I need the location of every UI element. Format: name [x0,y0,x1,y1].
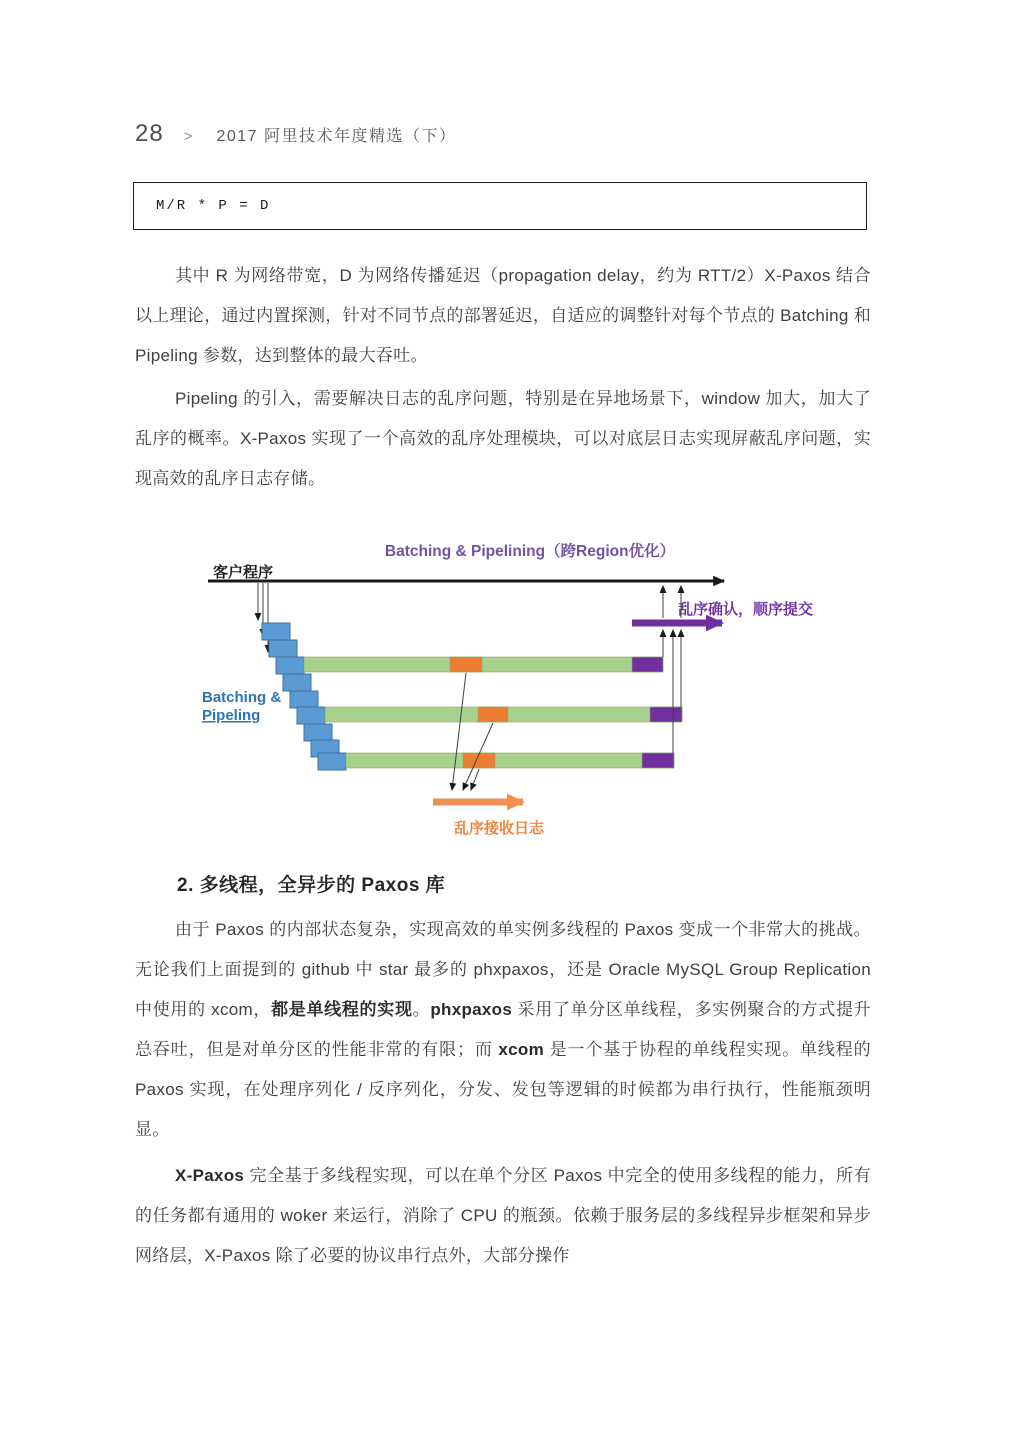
paragraph-1: 其中 R 为网络带宽，D 为网络传播延迟（propagation delay，约为 RTT/2）X-Paxos 结合以上理论，通过内置探测，针对不同节点的部署延迟，自适应的调整针对每个节点的 Batching 和 Pipeling 参数，达到整体的最大吞吐。 [135,266,872,365]
client-request-arrows [258,583,268,652]
pipeline-bar-2 [325,707,682,722]
receive-log-label: 乱序接收日志 [453,820,545,837]
figure-canvas [130,536,900,848]
batching-pipeling-label-line2: Pipeling [202,707,261,724]
header-separator: > [183,128,193,145]
formula-text: M/R * P = D [156,198,271,214]
batching-pipeling-label-line1: Batching & [202,689,282,706]
ack-commit-label: 乱序确认，顺序提交 [678,601,814,618]
formula-box [133,182,867,230]
pipeline-bar-3 [346,753,674,768]
paragraph-4: X-Paxos 完全基于多线程实现，可以在单个分区 Paxos 中完全的使用多线程的能力，所有的任务都有通用的 woker 来运行，消除了 CPU 的瓶颈。依赖于服务层的多线程异步框架和异步网络层，X-Paxos 除了必要的协议串行点外，大部分操作 [135,1166,871,1265]
paragraph-3: 由于 Paxos 的内部状态复杂，实现高效的单实例多线程的 Paxos 变成一个非常大的挑战。无论我们上面提到的 github 中 star 最多的 phxpaxos，还是 Oracle MySQL Group Replication 中使用的 xcom，都是单线程的实现。phxpaxos 采用了单分区单线程，多实例聚合的方式提升总吞吐，但是对单分区的性能非常的有限；而 xcom 是一个基于协程的单线程实现。单线程的 Paxos 实现，在处理序列化 / 反序列化，分发、发包等逻辑的时候都为串行执行，性能瓶颈明显。 [135,920,871,1139]
out-of-order-lines [452,673,493,790]
paragraph-2: Pipeling 的引入，需要解决日志的乱序问题，特别是在异地场景下，window 加大，加大了乱序的概率。X-Paxos 实现了一个高效的乱序处理模块，可以对底层日志实现屏蔽乱序问题，实现高效的乱序日志存储。 [135,389,871,488]
pipeline-bar-1 [304,657,663,672]
book-title: 2017 阿里技术年度精选（下） [216,128,457,145]
page-header [135,120,457,148]
client-program-label: 客户程序 [213,564,274,581]
figure-title: Batching & Pipelining（跨Region优化） [384,543,676,560]
batching-pipelining-figure [130,536,900,848]
page-number: 28 [135,120,164,147]
section-heading: 2. 多线程，全异步的 Paxos 库 [177,875,446,896]
